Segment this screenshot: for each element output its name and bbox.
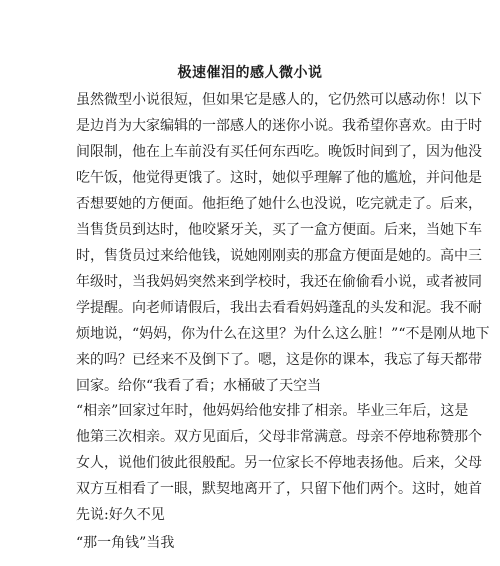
text-line: “相亲”回家过年时，他妈妈给他安排了相亲。毕业三年后，这是 [76, 403, 469, 419]
text-line: 虽然微型小说很短，但如果它是感人的，它仍然可以感动你！以下 [76, 92, 482, 108]
text-line: 年级时，当我妈妈突然来到学校时，我还在偷偷看小说，或者被同 [76, 274, 482, 290]
text-line: 女人，说他们彼此很般配。另一位家长不停地表扬他。后来，父母 [76, 455, 482, 471]
document-title: 极速催泪的感人微小说 [177, 65, 323, 81]
text-line: 时，售货员过来给他钱，说她刚刚卖的那盒方便面是她的。高中三 [76, 248, 482, 264]
paragraph-2 [76, 398, 482, 528]
paragraph-3 [76, 530, 426, 556]
text-line: 双方互相看了一眼，默契地离开了，只留下他们两个。这时，她首 [76, 481, 482, 497]
text-line: 来的吗？已经来不及倒下了。嗯，这是你的课本，我忘了每天都带 [76, 352, 482, 368]
text-line: 他第三次相亲。双方见面后，父母非常满意。母亲不停地称赞那个 [76, 429, 482, 445]
text-line: 当售货员到达时，他咬紧牙关，买了一盒方便面。后来，当她下车 [76, 222, 482, 238]
text-line: 先说:好久不见 [76, 507, 165, 523]
paragraph-1 [76, 87, 490, 399]
text-line: 否想要她的方便面。他拒绝了她什么也没说，吃完就走了。后来， [76, 196, 482, 212]
text-line: 烦地说，“妈妈，你为什么在这里？为什么这么脏！”“不是刚从地下 [76, 326, 490, 342]
text-line: 回家。给你“我看了看；水桶破了天空当 [76, 378, 322, 394]
text-line: 间限制，他在上车前没有买任何东西吃。晚饭时间到了，因为他没 [76, 144, 482, 160]
text-line: 吃午饭，他觉得更饿了。这时，她似乎理解了他的尴尬，并问他是 [76, 170, 482, 186]
text-line: “那一角钱”当我 [76, 535, 175, 551]
text-line: 是边肖为大家编辑的一部感人的迷你小说。我希望你喜欢。由于时 [76, 118, 482, 134]
text-line: 学提醒。向老师请假后，我出去看看妈妈蓬乱的头发和泥。我不耐 [76, 300, 482, 316]
